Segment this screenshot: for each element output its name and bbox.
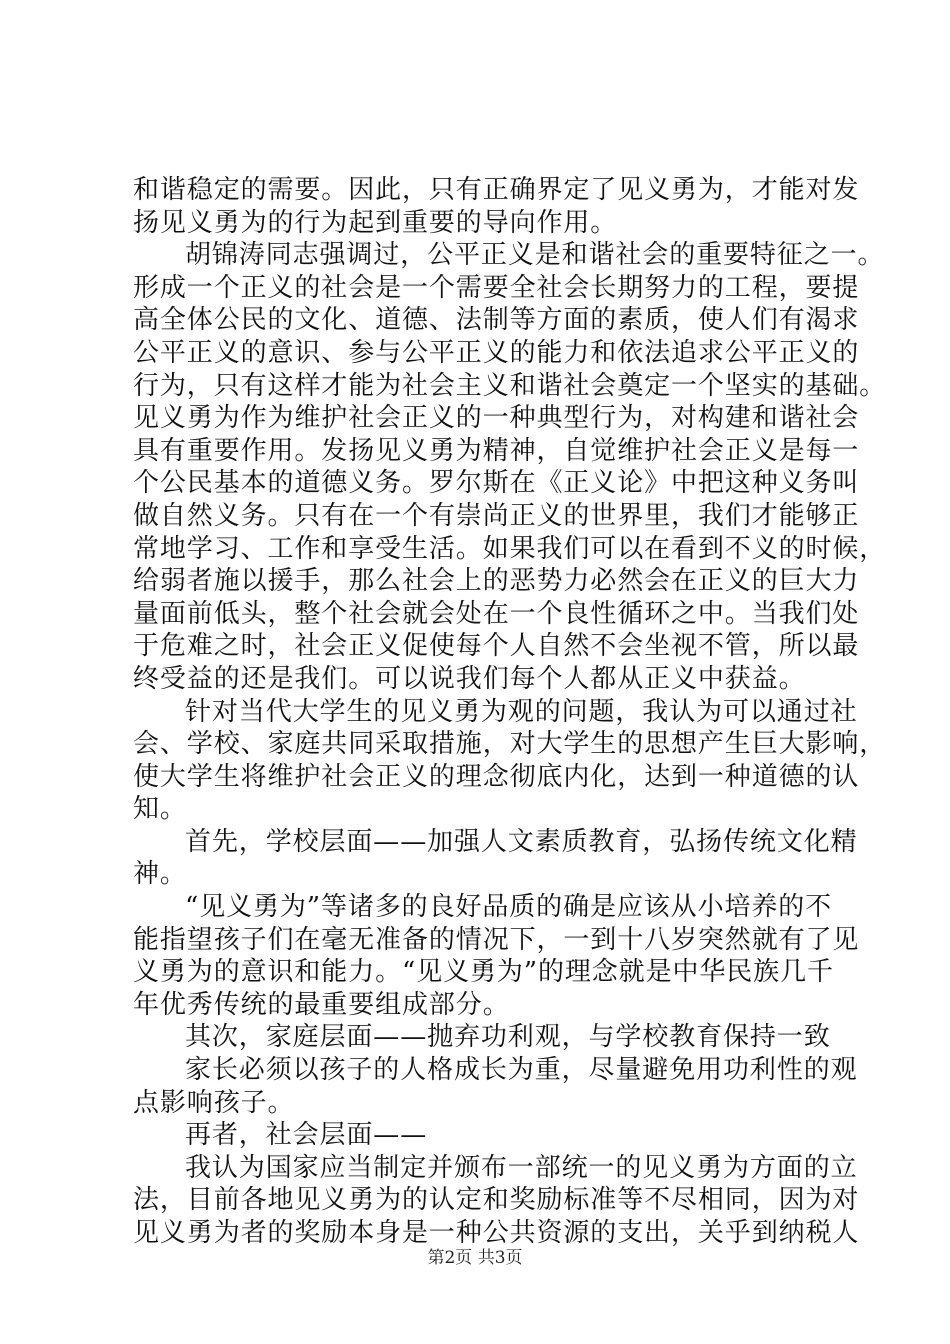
text-line: 给弱者施以援手，那么社会上的恶势力必然会在正义的巨大力 [133, 566, 860, 597]
text-line: 神。 [133, 859, 187, 890]
text-line: 会、学校、家庭共同采取措施，对大学生的思想产生巨大影响， [133, 729, 887, 760]
text-line: 高全体公民的文化、道德、法制等方面的素质，使人们有渴求 [133, 305, 860, 336]
text-line: 见义勇为者的奖励本身是一种公共资源的支出，关乎到纳税人 [133, 1218, 860, 1248]
text-line: 胡锦涛同志强调过，公平正义是和谐社会的重要特征之一。 [185, 240, 885, 271]
text-line: 法，目前各地见义勇为的认定和奖励标准等不尽相同，因为对 [133, 1185, 860, 1216]
text-line: 和谐稳定的需要。因此，只有正确界定了见义勇为，才能对发 [133, 175, 860, 205]
text-line: 针对当代大学生的见义勇为观的问题，我认为可以通过社 [185, 696, 858, 727]
document-body [133, 174, 887, 1250]
text-line: 年优秀传统的最重要组成部分。 [133, 989, 510, 1020]
text-line: 常地学习、工作和享受生活。如果我们可以在看到不义的时候， [133, 533, 887, 564]
text-line: 使大学生将维护社会正义的理念彻底内化，达到一种道德的认 [133, 761, 860, 792]
text-line: 公平正义的意识、参与公平正义的能力和依法追求公平正义的 [133, 337, 860, 368]
text-line: 我认为国家应当制定并颁布一部统一的见义勇为方面的立 [185, 1152, 858, 1183]
text-line: 首先，学校层面——加强人文素质教育，弘扬传统文化精 [185, 826, 858, 857]
text-line: 义勇为的意识和能力。“见义勇为”的理念就是中华民族几千 [133, 957, 834, 988]
text-line: 见义勇为作为维护社会正义的一种典型行为，对构建和谐社会 [133, 403, 860, 434]
text-line: 点影响孩子。 [133, 1087, 295, 1118]
page-footer: 第2页 共3页 [427, 1248, 523, 1268]
text-line: “见义勇为”等诸多的良好品质的确是应该从小培养的不 [185, 892, 833, 923]
text-line: 具有重要作用。发扬见义勇为精神，自觉维护社会正义是每一 [133, 435, 860, 466]
text-line: 其次，家庭层面——抛弃功利观，与学校教育保持一致 [185, 1022, 831, 1053]
text-line: 量面前低头，整个社会就会处在一个良性循环之中。当我们处 [133, 598, 860, 629]
text-line: 于危难之时，社会正义促使每个人自然不会坐视不管，所以最 [133, 631, 860, 662]
text-line: 能指望孩子们在毫无准备的情况下，一到十八岁突然就有了见 [133, 924, 860, 955]
text-line: 做自然义务。只有在一个有崇尚正义的世界里，我们才能够正 [133, 500, 860, 531]
text-line: 行为，只有这样才能为社会主义和谐社会奠定一个坚实的基础。 [133, 370, 887, 401]
text-line: 知。 [133, 794, 187, 825]
text-line: 家长必须以孩子的人格成长为重，尽量避免用功利性的观 [185, 1055, 858, 1086]
text-line: 再者，社会层面—— [185, 1120, 428, 1151]
text-line: 终受益的还是我们。可以说我们每个人都从正义中获益。 [133, 663, 806, 694]
text-line: 个公民基本的道德义务。罗尔斯在《正义论》中把这种义务叫 [133, 468, 860, 499]
text-line: 扬见义勇为的行为起到重要的导向作用。 [133, 207, 618, 238]
text-line: 形成一个正义的社会是一个需要全社会长期努力的工程，要提 [133, 272, 860, 303]
